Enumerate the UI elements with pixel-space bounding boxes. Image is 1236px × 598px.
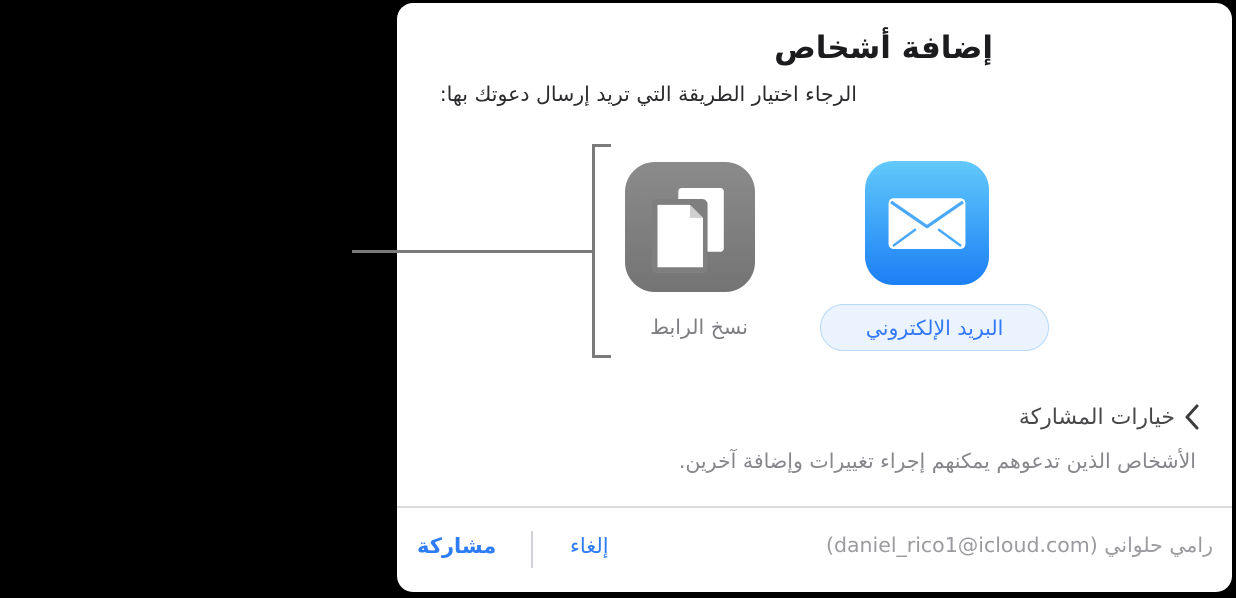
sharing-options-disclosure[interactable] [1019,404,1199,430]
add-people-dialog [397,3,1232,592]
share-button[interactable]: مشاركة [417,534,497,558]
footer-separator [397,506,1232,508]
button-divider [531,531,533,568]
copy-documents-icon[interactable] [625,162,755,292]
callout-bracket [592,144,595,358]
email-method-button[interactable] [820,304,1049,351]
callout-leader-line [352,250,594,253]
mail-app-icon[interactable] [865,161,989,285]
chevron-left-icon [1184,404,1199,430]
owner-identity: رامي حلواني (daniel_rico1@icloud.com) [825,533,1213,557]
callout-bracket-top-tick [592,144,611,147]
cancel-button[interactable]: إلغاء [570,534,609,558]
callout-bracket-bottom-tick [592,355,611,358]
sharing-options-description: الأشخاص الذين تدعوهم يمكنهم إجراء تغييرات وإضافة آخرين. [678,449,1196,473]
copy-link-label[interactable]: نسخ الرابط [650,315,748,339]
dialog-subtitle: الرجاء اختيار الطريقة التي تريد إرسال دعوتك بها: [439,82,857,106]
sharing-options-label: خيارات المشاركة [1018,404,1175,430]
dialog-title: إضافة أشخاص [774,30,993,66]
email-method-label: البريد الإلكتروني [865,315,1004,340]
